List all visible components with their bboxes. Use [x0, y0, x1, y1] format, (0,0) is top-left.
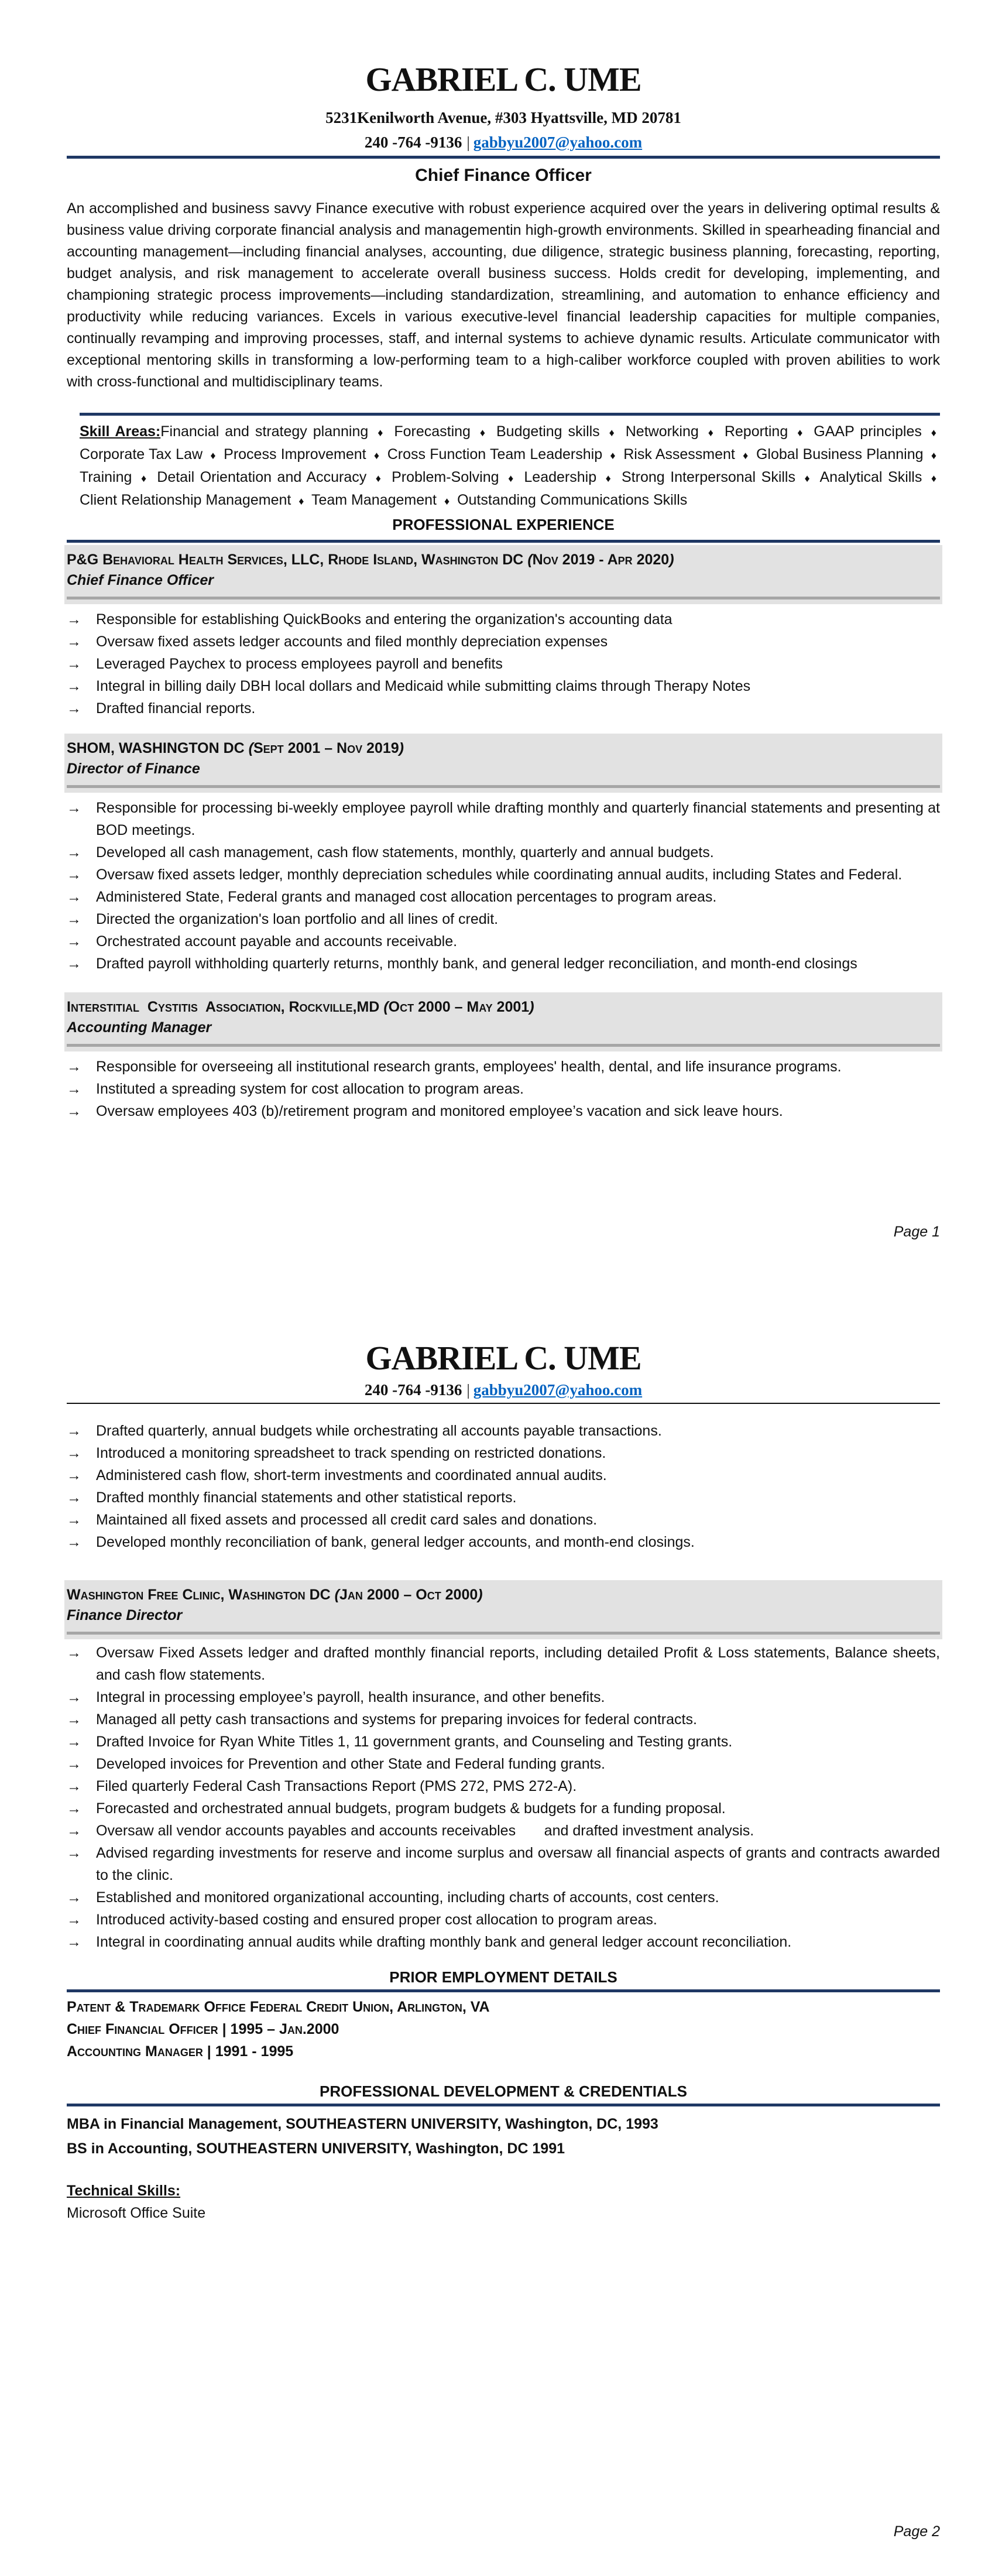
bullet-text: Drafted financial reports.: [96, 700, 256, 717]
bullet-text: Developed all cash management, cash flow statements, monthly, quarterly and annual budgets.: [96, 844, 714, 861]
bullet-text: Managed all petty cash transactions and systems for preparing invoices for federal contracts.: [96, 1711, 697, 1728]
experience-rule: [67, 540, 940, 543]
skill-item: Detail Orientation and Accuracy: [157, 469, 367, 485]
arrow-bullet-icon: →: [67, 1689, 81, 1705]
skills-rule: [80, 413, 940, 416]
job-company: [67, 997, 940, 1017]
skill-item: GAAP principles: [814, 423, 922, 440]
bullet-item: [67, 1797, 940, 1820]
bullet-item: [67, 797, 944, 841]
job-header-bar: [67, 1632, 940, 1635]
job-header-bar: [67, 597, 940, 600]
bullet-item: [67, 1931, 940, 1953]
skill-item: Client Relationship Management: [80, 492, 291, 508]
skill-item: Outstanding Communications Skills: [457, 492, 688, 508]
email-link[interactable]: gabbyu2007@yahoo.com: [473, 133, 643, 151]
email-link[interactable]: gabbyu2007@yahoo.com: [473, 1381, 643, 1399]
diamond-separator-icon: ♦: [743, 450, 749, 461]
header-rule: [67, 156, 940, 159]
bullet-text: Developed invoices for Prevention and other State and Federal funding grants.: [96, 1756, 605, 1772]
skill-item: Strong Interpersonal Skills: [622, 469, 795, 485]
section-development: PROFESSIONAL DEVELOPMENT & CREDENTIALS: [320, 2082, 687, 2100]
diamond-separator-icon: ♦: [605, 472, 613, 484]
diamond-separator-icon: ♦: [444, 495, 450, 507]
arrow-bullet-icon: →: [67, 911, 81, 927]
job-dates: ( Oct 2000 – May 2001 ): [383, 999, 534, 1015]
page-2: [0, 1340, 995, 2576]
arrow-bullet-icon: →: [67, 1423, 81, 1439]
phone: 240 -764 -9136: [364, 133, 462, 151]
arrow-bullet-icon: →: [67, 678, 81, 694]
job-header: [64, 734, 942, 793]
bullet-text: Maintained all fixed assets and processed all credit card sales and donations.: [96, 1512, 598, 1528]
job-company: [67, 738, 940, 758]
page-number: Page 1: [893, 1224, 940, 1240]
page-gap: [0, 1259, 995, 1340]
bullet-text: Oversaw employees 403 (b)/retirement program and monitored employee’s vacation and sick leave hours.: [96, 1103, 783, 1119]
arrow-bullet-icon: →: [67, 1734, 81, 1750]
bullet-text: Oversaw Fixed Assets ledger and drafted monthly financial reports, including detailed Profit & Loss statements, Balance sheets, and cash flow statements.: [96, 1645, 944, 1683]
bullet-text: Orchestrated account payable and accounts receivable.: [96, 933, 458, 950]
bullet-item: [67, 886, 940, 908]
bullet-item: [67, 1442, 940, 1464]
degree: BS in Accounting, SOUTHEASTERN UNIVERSITY, Washington, DC 1991: [67, 2140, 565, 2157]
arrow-bullet-icon: →: [67, 866, 81, 883]
arrow-bullet-icon: →: [67, 1512, 81, 1528]
bullet-text: Introduced a monitoring spreadsheet to track spending on restricted donations.: [96, 1445, 606, 1461]
section-prior: PRIOR EMPLOYMENT DETAILS: [389, 1968, 617, 1986]
job-header-bar: [67, 785, 940, 788]
arrow-bullet-icon: →: [67, 1489, 81, 1506]
bullet-item: [67, 1486, 940, 1509]
bullet-text: Responsible for establishing QuickBooks and entering the organization's accounting data: [96, 611, 673, 628]
arrow-bullet-icon: →: [67, 1934, 81, 1950]
bullet-text: Administered State, Federal grants and managed cost allocation percentages to program areas.: [96, 889, 717, 905]
prior-employer: Patent & Trademark Office Federal Credit Union, Arlington, VA: [67, 1999, 490, 2015]
skill-item: Budgeting skills: [496, 423, 600, 440]
arrow-bullet-icon: →: [67, 611, 81, 628]
arrow-bullet-icon: →: [67, 656, 81, 672]
diamond-separator-icon: ♦: [210, 450, 216, 461]
arrow-bullet-icon: →: [67, 700, 81, 717]
arrow-bullet-icon: →: [67, 1645, 81, 1661]
contact-line: [67, 1380, 940, 1400]
bullet-text: Responsible for overseeing all institutional research grants, employees' health, dental, and life insurance programs.: [96, 1059, 842, 1075]
bullet-text: Integral in billing daily DBH local dollars and Medicaid while submitting claims through Therapy Notes: [96, 678, 751, 694]
bullet-item: [67, 1642, 944, 1686]
skill-areas: [80, 421, 940, 512]
bullet-item: [67, 864, 940, 886]
skill-item: Financial and strategy planning: [160, 423, 369, 440]
continued-bullets: [67, 1420, 940, 1553]
job-role: Chief Finance Officer: [67, 572, 214, 588]
diamond-separator-icon: ♦: [298, 495, 304, 507]
job-role: Finance Director: [67, 1607, 183, 1623]
contact-line: [67, 132, 940, 152]
bullet-text: Developed monthly reconciliation of bank, general ledger accounts, and month-end closings.: [96, 1534, 695, 1550]
arrow-bullet-icon: →: [67, 844, 81, 861]
job-company: [67, 1585, 940, 1605]
arrow-bullet-icon: →: [67, 1845, 81, 1861]
company-name: Washington Free Clinic, Washington DC: [67, 1587, 331, 1603]
skill-item: Leadership: [524, 469, 597, 485]
prior-role: Chief Financial Officer | 1995 – Jan.2000: [67, 2021, 339, 2037]
bullet-text: Drafted monthly financial statements and other statistical reports.: [96, 1489, 517, 1506]
bullet-text: Oversaw fixed assets ledger, monthly depreciation schedules while coordinating annual audits, including States and Federal.: [96, 866, 903, 883]
skill-item: Training: [80, 469, 132, 485]
separator: |: [466, 133, 470, 151]
arrow-bullet-icon: →: [67, 1103, 81, 1119]
technical-skills: [67, 2180, 940, 2224]
technical-skills-value: Microsoft Office Suite: [67, 2205, 206, 2221]
skill-item: Analytical Skills: [819, 469, 922, 485]
skill-item: Global Business Planning: [756, 446, 924, 463]
bullet-item: [67, 1708, 940, 1731]
bullet-item: [67, 1056, 940, 1078]
diamond-separator-icon: ♦: [140, 472, 148, 484]
bullet-text: Advised regarding investments for reserve and income surplus and oversaw all financial aspects of grants and contracts awarded to the clinic.: [96, 1845, 944, 1883]
diamond-separator-icon: ♦: [378, 427, 385, 439]
address: 5231Kenilworth Avenue, #303 Hyattsville, MD 20781: [325, 109, 681, 126]
job-dates: ( Sept 2001 – Nov 2019 ): [249, 740, 404, 756]
arrow-bullet-icon: →: [67, 1534, 81, 1550]
arrow-bullet-icon: →: [67, 1467, 81, 1484]
bullet-text: Instituted a spreading system for cost allocation to program areas.: [96, 1081, 524, 1097]
degree: MBA in Financial Management, SOUTHEASTERN UNIVERSITY, Washington, DC, 1993: [67, 2116, 658, 2132]
bullet-item: [67, 653, 940, 675]
job-header: [64, 1580, 942, 1639]
skill-item: Risk Assessment: [623, 446, 735, 463]
arrow-bullet-icon: →: [67, 933, 81, 950]
technical-skills-label: Technical Skills:: [67, 2183, 181, 2199]
bullet-text: Integral in processing employee’s payroll, health insurance, and other benefits.: [96, 1689, 605, 1705]
arrow-bullet-icon: →: [67, 633, 81, 650]
bullet-item: [67, 608, 940, 631]
skill-item: Problem-Solving: [392, 469, 499, 485]
bullet-text: Oversaw fixed assets ledger accounts and filed monthly depreciation expenses: [96, 633, 608, 650]
skill-item: Forecasting: [394, 423, 471, 440]
job-bullets: [67, 1642, 944, 1953]
bullet-item: [67, 1078, 940, 1100]
diamond-separator-icon: ♦: [804, 472, 812, 484]
arrow-bullet-icon: →: [67, 1778, 81, 1794]
phone: 240 -764 -9136: [364, 1381, 462, 1399]
company-name: SHOM, WASHINGTON DC: [67, 740, 245, 756]
diamond-separator-icon: ♦: [508, 472, 515, 484]
arrow-bullet-icon: →: [67, 1800, 81, 1817]
bullet-item: [67, 1531, 940, 1553]
skill-item: Team Management: [311, 492, 437, 508]
candidate-name: GABRIEL C. UME: [365, 60, 641, 98]
bullet-item: [67, 1731, 940, 1753]
separator: |: [466, 1381, 470, 1399]
arrow-bullet-icon: →: [67, 1445, 81, 1461]
job-header: [64, 992, 942, 1051]
arrow-bullet-icon: →: [67, 1823, 81, 1839]
bullet-item: [67, 953, 940, 975]
job-role: Accounting Manager: [67, 1019, 212, 1036]
job-dates: ( Jan 2000 – Oct 2000 ): [335, 1587, 483, 1603]
prior-employment: [67, 1996, 940, 2063]
bullet-item: [67, 697, 940, 720]
arrow-bullet-icon: →: [67, 1912, 81, 1928]
bullet-item: [67, 1820, 940, 1842]
diamond-separator-icon: ♦: [931, 450, 937, 461]
diamond-separator-icon: ♦: [797, 427, 805, 439]
arrow-bullet-icon: →: [67, 1059, 81, 1075]
skill-item: Process Improvement: [224, 446, 366, 463]
diamond-separator-icon: ♦: [931, 427, 936, 439]
bullet-item: [67, 1420, 940, 1442]
page-1: [0, 0, 995, 1259]
prior-role: Accounting Manager | 1991 - 1995: [67, 2043, 294, 2060]
bullet-item: [67, 908, 940, 930]
company-name: Interstitial Cystitis Association, Rockville,MD: [67, 999, 380, 1015]
diamond-separator-icon: ♦: [373, 450, 380, 461]
bullet-text: Directed the organization's loan portfolio and all lines of credit.: [96, 911, 499, 927]
bullet-text: Drafted payroll withholding quarterly returns, monthly bank, and general ledger reconciliation, and month-end closings: [96, 955, 857, 972]
diamond-separator-icon: ♦: [609, 427, 616, 439]
header-rule: [67, 1403, 940, 1404]
bullet-item: [67, 1509, 940, 1531]
bullet-item: [67, 841, 940, 864]
skill-item: Reporting: [724, 423, 788, 440]
skill-list: [80, 423, 940, 508]
diamond-separator-icon: ♦: [931, 472, 937, 484]
job-header: [64, 545, 942, 604]
job-role: Director of Finance: [67, 761, 200, 777]
diamond-separator-icon: ♦: [479, 427, 488, 439]
bullet-item: [67, 1909, 940, 1931]
bullet-text: Integral in coordinating annual audits while drafting monthly bank and general ledger account reconciliation.: [96, 1934, 792, 1950]
summary: An accomplished and business savvy Finance executive with robust experience acquired over the years in delivering optimal results & business value driving corporate financial analysis and managementin high-growth environments. Skilled in spearheading financial and accounting management—including financial analyses, accounting, due diligence, strategic business planning, forecasting, reporting, budget analysis, and risk management to accelerate overall business success. Holds credit for developing, implementing, and championing strategic process improvements—including standardization, streamlining, and automation to enhance efficiency and productivity while reducing variances. Excels in various executive-level financial leadership capacities for multiple companies, continually revamping and improving processes, staff, and internal systems to achieve dynamic results. Articulate communicator with exceptional mentoring skills in transforming a low-performing team to a high-caliber workforce coupled with proven abilities to work with cross-functional and multidisciplinary teams.: [67, 200, 940, 390]
job-bullets: [67, 797, 944, 975]
bullet-text: Drafted quarterly, annual budgets while orchestrating all accounts payable transactions.: [96, 1423, 662, 1439]
prior-rule: [67, 1989, 940, 1992]
job-bullets: [67, 1056, 940, 1122]
bullet-text: Filed quarterly Federal Cash Transactions Report (PMS 272, PMS 272-A).: [96, 1778, 577, 1794]
arrow-bullet-icon: →: [67, 955, 81, 972]
skill-item: Cross Function Team Leadership: [387, 446, 603, 463]
bullet-item: [67, 1775, 940, 1797]
arrow-bullet-icon: →: [67, 1756, 81, 1772]
bullet-text: Established and monitored organizational accounting, including charts of accounts, cost centers.: [96, 1889, 719, 1906]
bullet-text: Leveraged Paychex to process employees payroll and benefits: [96, 656, 503, 672]
arrow-bullet-icon: →: [67, 1711, 81, 1728]
arrow-bullet-icon: →: [67, 800, 81, 816]
job-bullets: [67, 608, 940, 720]
diamond-separator-icon: ♦: [375, 472, 383, 484]
bullet-item: [67, 1464, 940, 1486]
page-number: Page 2: [893, 2523, 940, 2540]
skill-areas-label: Skill Areas:: [80, 423, 161, 440]
job-title: Chief Finance Officer: [415, 166, 592, 185]
diamond-separator-icon: ♦: [610, 450, 616, 461]
bullet-item: [67, 1100, 940, 1122]
bullet-item: [67, 930, 940, 953]
job-dates: ( Nov 2019 - Apr 2020 ): [527, 551, 674, 568]
arrow-bullet-icon: →: [67, 1889, 81, 1906]
development-rule: [67, 2104, 940, 2106]
company-name: P&G Behavioral Health Services, LLC, Rhode Island, Washington DC: [67, 551, 524, 568]
bullet-item: [67, 1686, 940, 1708]
candidate-name: GABRIEL C. UME: [365, 1339, 641, 1377]
job-header-bar: [67, 1044, 940, 1047]
bullet-text: Responsible for processing bi-weekly employee payroll while drafting monthly and quarterly financial statements and presenting at BOD meetings.: [96, 800, 944, 838]
section-experience: PROFESSIONAL EXPERIENCE: [392, 516, 615, 533]
bullet-item: [67, 675, 940, 697]
bullet-item: [67, 631, 940, 653]
skill-item: Networking: [625, 423, 699, 440]
job-company: [67, 550, 940, 570]
bullet-text: Forecasted and orchestrated annual budgets, program budgets & budgets for a funding proposal.: [96, 1800, 726, 1817]
bullet-text: Introduced activity-based costing and ensured proper cost allocation to program areas.: [96, 1912, 657, 1928]
bullet-item: [67, 1886, 940, 1909]
arrow-bullet-icon: →: [67, 1081, 81, 1097]
education: [67, 2112, 940, 2161]
bullet-text: Drafted Invoice for Ryan White Titles 1, 11 government grants, and Counseling and Testing grants.: [96, 1734, 733, 1750]
bullet-item: [67, 1842, 944, 1886]
diamond-separator-icon: ♦: [708, 427, 715, 439]
bullet-text: Oversaw all vendor accounts payables and accounts receivables and drafted investment analysis.: [96, 1823, 754, 1839]
bullet-text: Administered cash flow, short-term investments and coordinated annual audits.: [96, 1467, 607, 1484]
skill-item: Corporate Tax Law: [80, 446, 203, 463]
arrow-bullet-icon: →: [67, 889, 81, 905]
bullet-item: [67, 1753, 940, 1775]
